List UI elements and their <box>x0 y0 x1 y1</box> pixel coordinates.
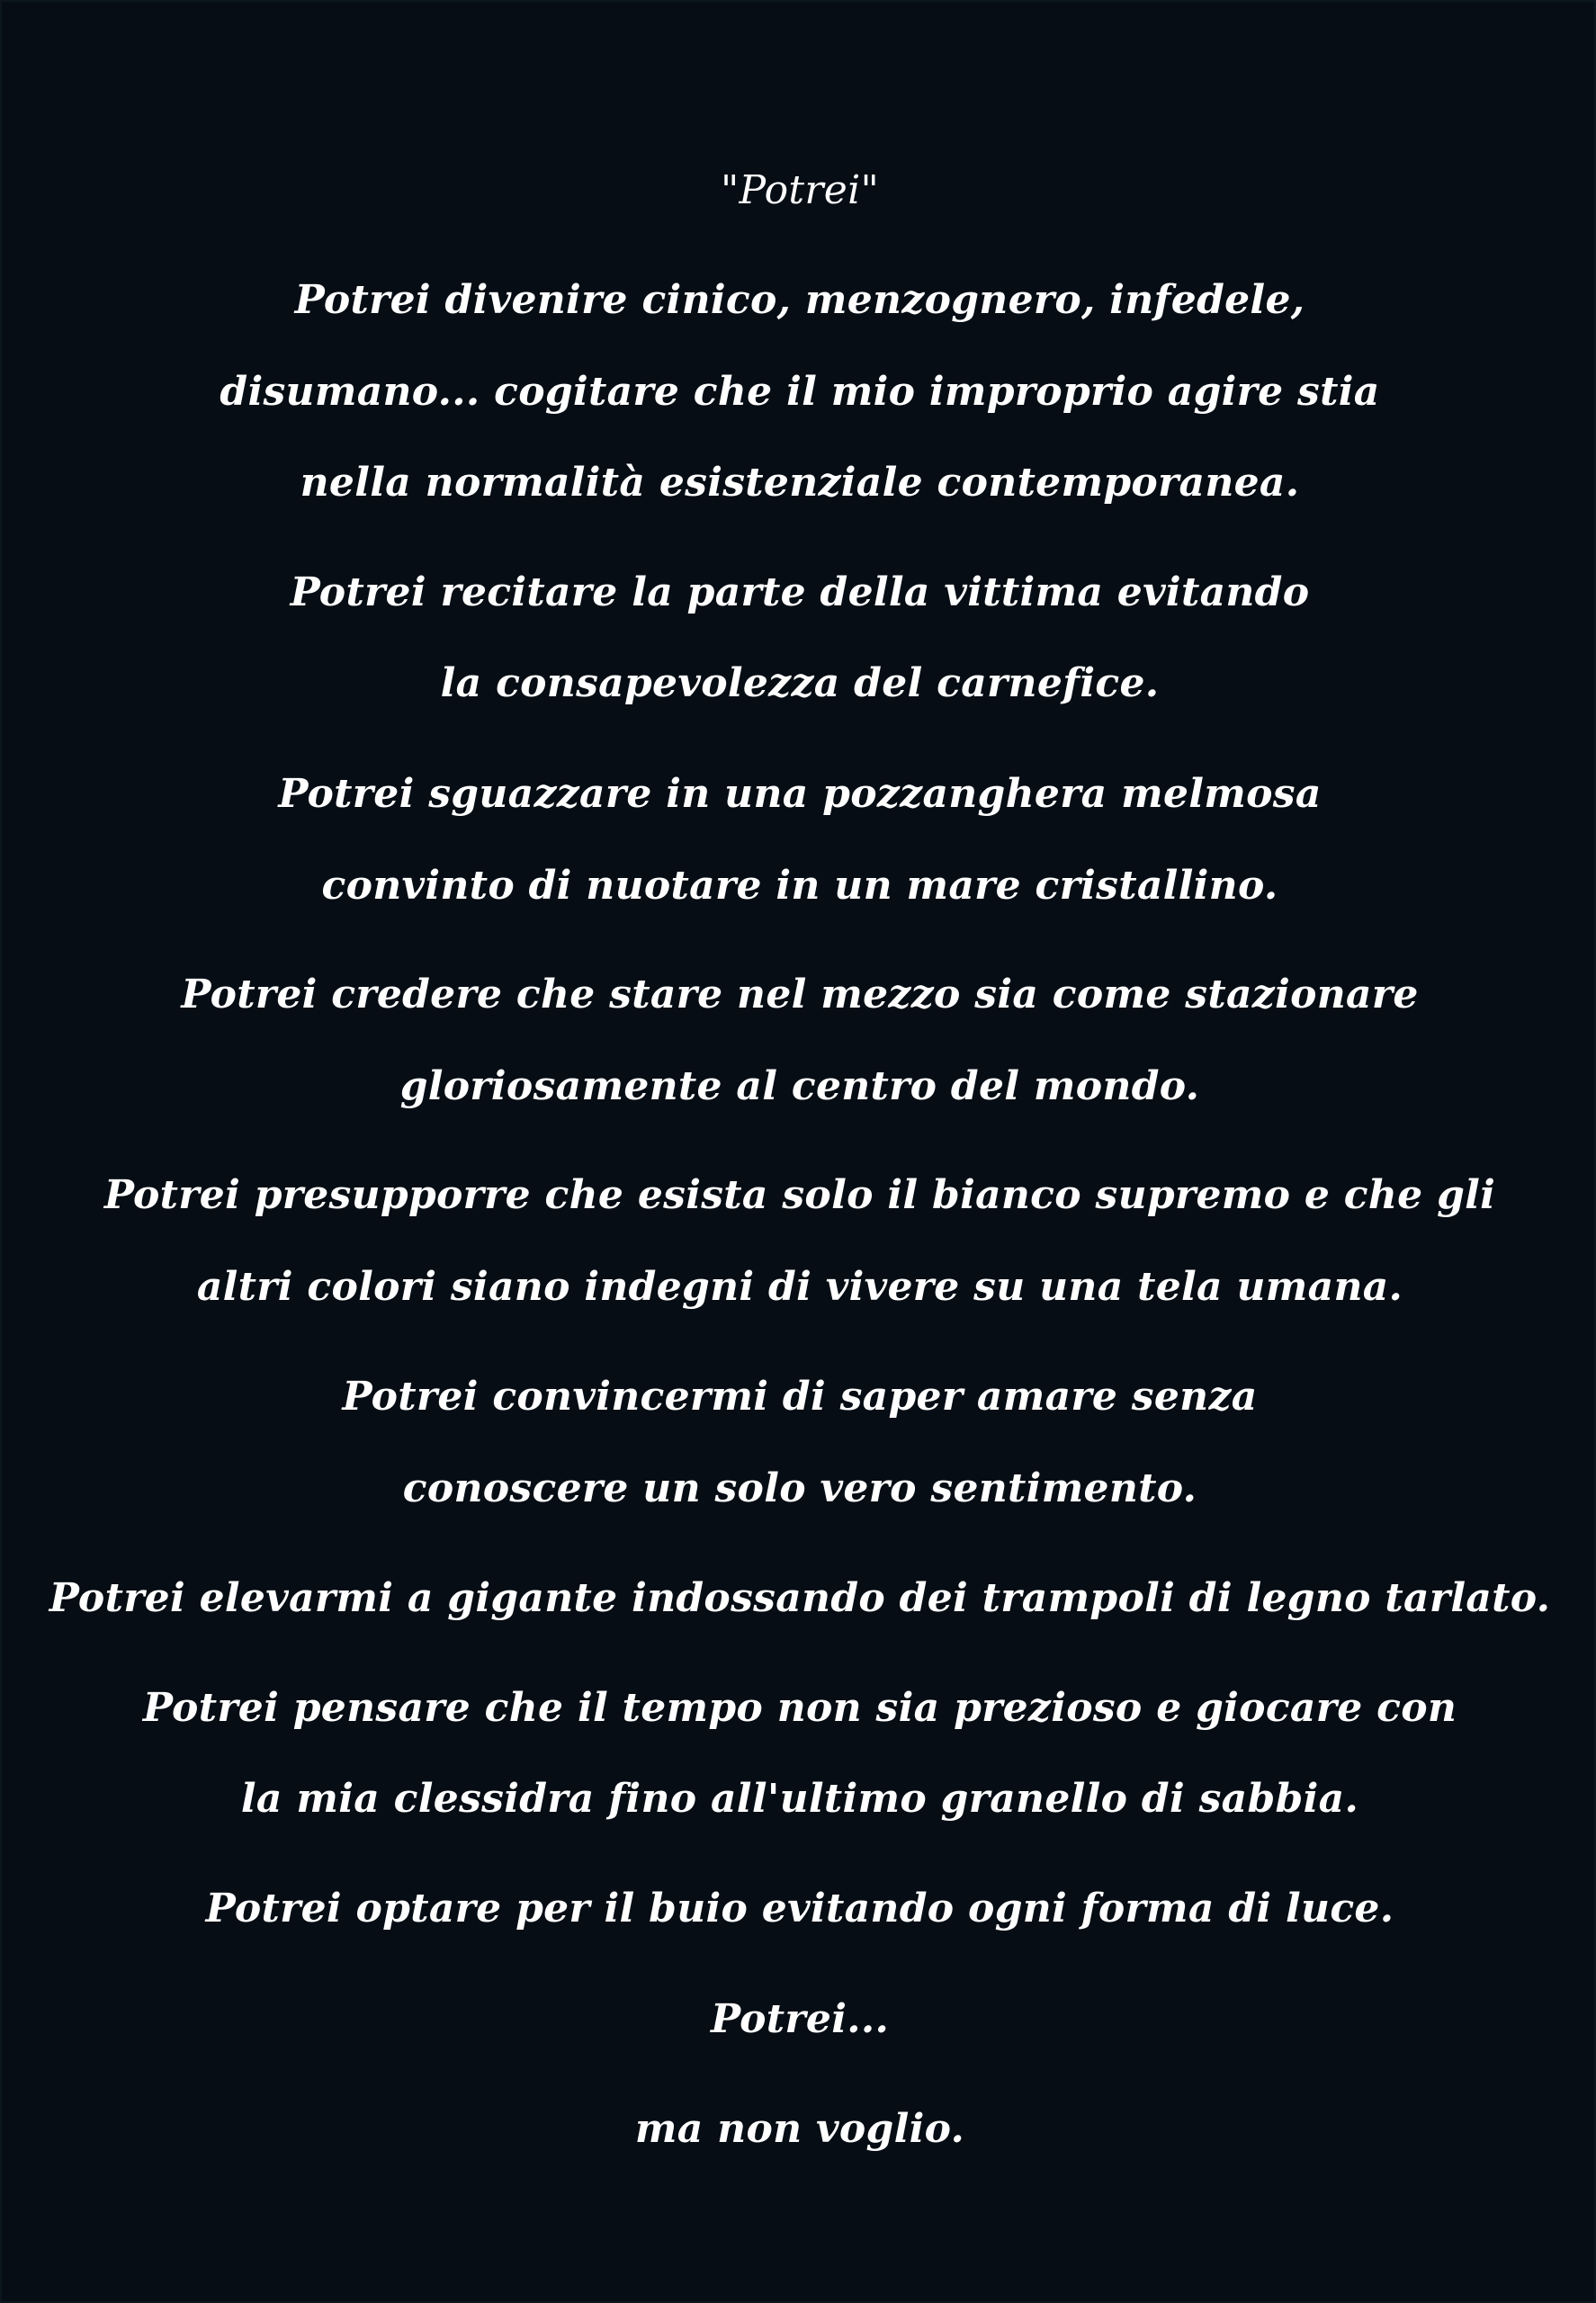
poem-line: Potrei recitare la parte della vittima evitando <box>290 569 1310 615</box>
poem-line: Potrei elevarmi a gigante indossando dei trampoli di legno tarlato. <box>49 1575 1551 1621</box>
poem-line: gloriosamente al centro del mondo. <box>399 1063 1200 1109</box>
poem-line: la mia clessidra fino all'ultimo granello di sabbia. <box>240 1776 1359 1822</box>
poem-title: "Potrei" <box>720 167 879 213</box>
poem-line: ma non voglio. <box>634 2106 965 2152</box>
poem-line: la consapevolezza del carnefice. <box>440 660 1160 706</box>
poem-line: Potrei... <box>710 1996 890 2042</box>
poem-line: Potrei optare per il buio evitando ogni forma di luce. <box>205 1886 1394 1931</box>
poem-line: nella normalità esistenziale contemporanea. <box>300 460 1300 506</box>
poem-line: convinto di nuotare in un mare cristallino. <box>321 863 1278 909</box>
poem-line: Potrei convincermi di saper amare senza <box>342 1374 1258 1420</box>
poem-line: Potrei presupporre che esista solo il bianco supremo e che gli <box>103 1172 1496 1218</box>
poem-line: Potrei sguazzare in una pozzanghera melmosa <box>278 771 1322 817</box>
poem-line: Potrei pensare che il tempo non sia prezioso e giocare con <box>142 1685 1457 1731</box>
poem-line: Potrei credere che stare nel mezzo sia come stazionare <box>181 972 1419 1017</box>
poem-line: conoscere un solo vero sentimento. <box>402 1465 1197 1511</box>
poem-line: Potrei divenire cinico, menzognero, infedele, <box>294 277 1305 323</box>
poem-line: altri colori siano indegni di vivere su una tela umana. <box>196 1264 1403 1310</box>
poem-line: disumano... cogitare che il mio improprio agire stia <box>220 369 1380 415</box>
